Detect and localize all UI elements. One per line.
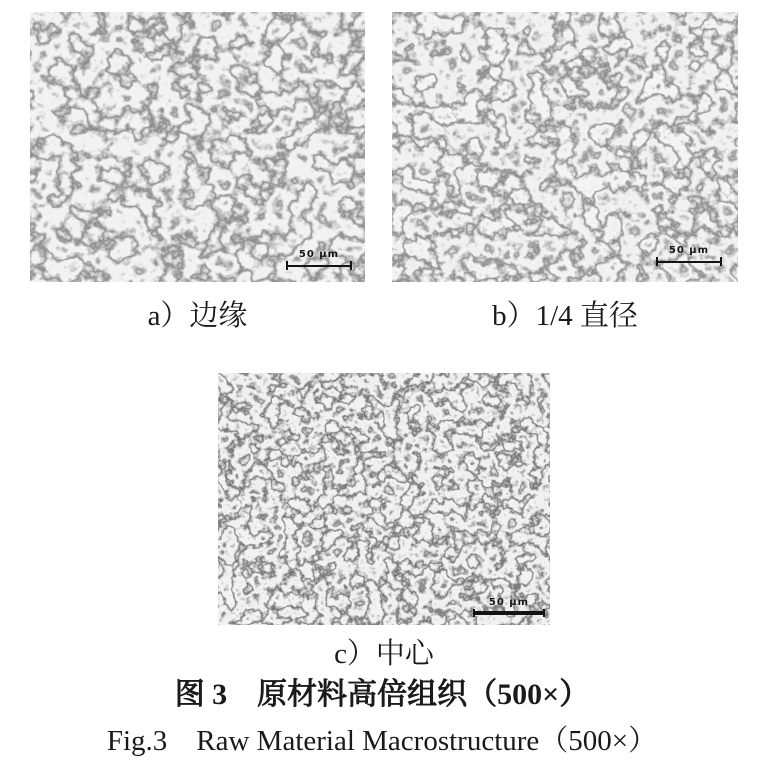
scale-bar-line-c <box>473 609 545 617</box>
scale-bar-label-a: 50 µm <box>298 249 340 260</box>
scale-bar-b <box>656 245 722 266</box>
panel-label-b: b）1/4 直径 <box>492 300 638 332</box>
scale-bar-line-b <box>656 257 722 266</box>
scale-bar-rule <box>475 611 543 615</box>
scale-bar-label-b: 50 µm <box>668 245 710 256</box>
micrograph-image-c <box>218 373 550 625</box>
scale-bar-rule <box>288 265 350 267</box>
panel-label-c: c）中心 <box>334 638 434 670</box>
panel-label-a: a）边缘 <box>147 300 248 332</box>
scale-bar-c <box>473 597 545 617</box>
scale-bar-label-c: 50 µm <box>488 597 530 608</box>
micrograph-panel-b <box>392 12 738 282</box>
figure-caption-en: Fig.3 Raw Material Macrostructure（500×） <box>106 725 658 757</box>
scale-bar-rule <box>658 261 720 263</box>
figure-caption-zh: 图 3 原材料高倍组织（500×） <box>174 678 590 711</box>
scale-bar-tick-right <box>543 609 545 617</box>
scale-bar-a <box>286 249 352 270</box>
micrograph-panel-a <box>30 12 365 282</box>
micrograph-image-a <box>30 12 365 282</box>
scale-bar-tick-right <box>720 257 722 266</box>
micrograph-image-b <box>392 12 738 282</box>
micrograph-panel-c <box>218 373 550 625</box>
scale-bar-line-a <box>286 261 352 270</box>
scale-bar-tick-right <box>350 261 352 270</box>
